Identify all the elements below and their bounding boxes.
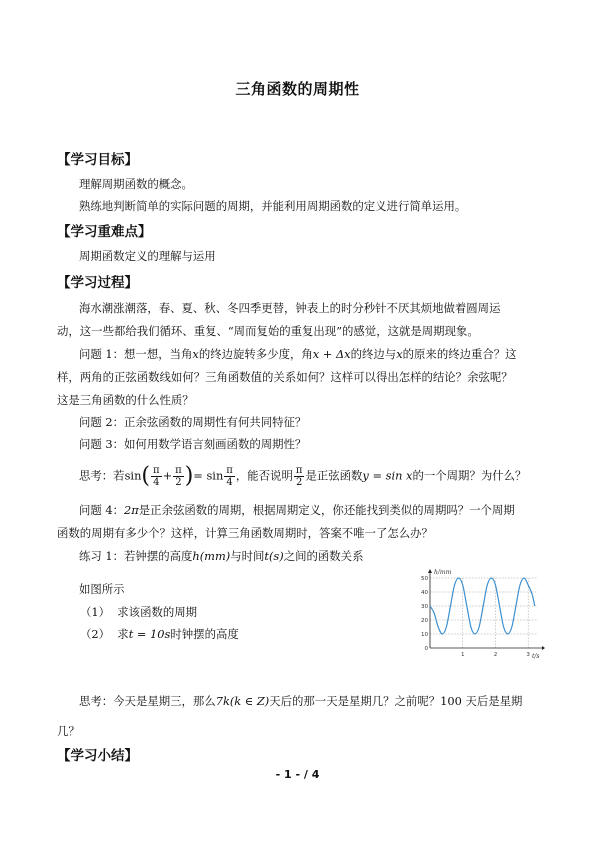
section-heading-goals: 【学习目标】: [57, 152, 138, 168]
y-axis-arrow: [428, 569, 432, 573]
question-1-line-1: 问题 1：想一想，当角x的终边旋转多少度，角x + Δx的终边与x的原来的终边重合？这: [79, 347, 517, 361]
question-1-line-3: 这是三角函数的什么性质？: [57, 393, 194, 407]
question-2: 问题 2：正余弦函数的周期性有何共同特征？: [79, 415, 307, 429]
fraction-pi-over-2-period: $\frac{\pi}{2}$: [295, 465, 303, 488]
question-4-line-1: 问题 4：2π是正余弦函数的周期，根据周期定义，你还能找到类似的周期吗？一个周期: [79, 503, 515, 517]
y-tick-label: 30: [421, 604, 428, 610]
fraction-pi-over-4: $\frac{\pi}{4}$: [153, 465, 160, 488]
x-axis-label: t/s: [532, 653, 540, 660]
y-tick-label: 0: [424, 646, 428, 652]
exercise-figure-note: 如图所示: [79, 582, 125, 596]
chart-axes: [428, 569, 545, 650]
section-heading-summary: 【学习小结】: [57, 748, 138, 764]
page-number: - 1 - / 4: [275, 768, 320, 781]
section-heading-process: 【学习过程】: [57, 275, 138, 291]
intro-line-1: 海水潮涨潮落，春、夏、秋、冬四季更替，钟表上的时分秒针不厌其烦地做着圆周运: [79, 301, 501, 315]
exercise-item-1: （1） 求该函数的周期: [80, 605, 198, 619]
fraction-pi-over-2: $\frac{\pi}{2}$: [175, 465, 182, 488]
question-4-line-2: 函数的周期有多少个？这样，计算三角函数周期时，答案不唯一了怎么办？: [57, 526, 433, 540]
section-heading-key: 【学习重难点】: [57, 224, 152, 240]
chart-grid: [430, 578, 538, 648]
goal-line-2: 熟练地判断简单的实际问题的周期，并能利用周期函数的定义进行简单运用。: [79, 199, 467, 213]
x-tick-label: 3: [526, 652, 530, 658]
goal-line-1: 理解周期函数的概念。: [79, 177, 193, 191]
exercise-1: 练习 1：若钟摆的高度h(mm)与时间t(s)之间的函数关系: [79, 549, 364, 563]
y-tick-label: 50: [421, 576, 428, 582]
think-2-line-2: 几？: [57, 724, 80, 738]
x-axis-arrow: [542, 646, 545, 650]
page-title: 三角函数的周期性: [235, 80, 360, 98]
y-tick-label: 40: [421, 590, 428, 596]
question-1-line-2: 样，两角的正弦函数线如何？三角函数值的关系如何？这样可以得出怎样的结论？余弦呢？: [57, 370, 513, 384]
y-tick-label: 10: [421, 632, 428, 638]
exercise-item-2: （2） 求t = 10s时钟摆的高度: [80, 627, 239, 641]
y-tick-label: 20: [421, 618, 428, 624]
question-3: 问题 3：如何用数学语言刻画函数的周期性？: [79, 437, 307, 451]
think-1: 思考：若sin( $\frac{\pi}{4}$ + $\frac{\pi}{2}$ )= sin $\frac{\pi}{4}$ ，能否说明 $\frac{\pi}{2}$ 是正弦函数y = sin x的一个周期？为什么？: [79, 463, 527, 489]
x-tick-label: 1: [460, 652, 465, 658]
x-tick-label: 2: [493, 652, 498, 658]
fraction-pi-over-4-rhs: $\frac{\pi}{4}$: [226, 465, 233, 488]
think-2-line-1: 思考：今天是星期三，那么7k(k ∈ Z)天后的那一天是星期几？之前呢？100 天后是星期: [79, 694, 523, 708]
pendulum-height-chart: [420, 568, 545, 663]
key-line: 周期函数定义的理解与运用: [79, 249, 216, 263]
y-axis-label: h/mm: [434, 569, 452, 576]
intro-line-2: 动，这一些都给我们循环、重复、“周而复始的重复出现”的感觉，这就是周期现象。: [57, 324, 479, 338]
